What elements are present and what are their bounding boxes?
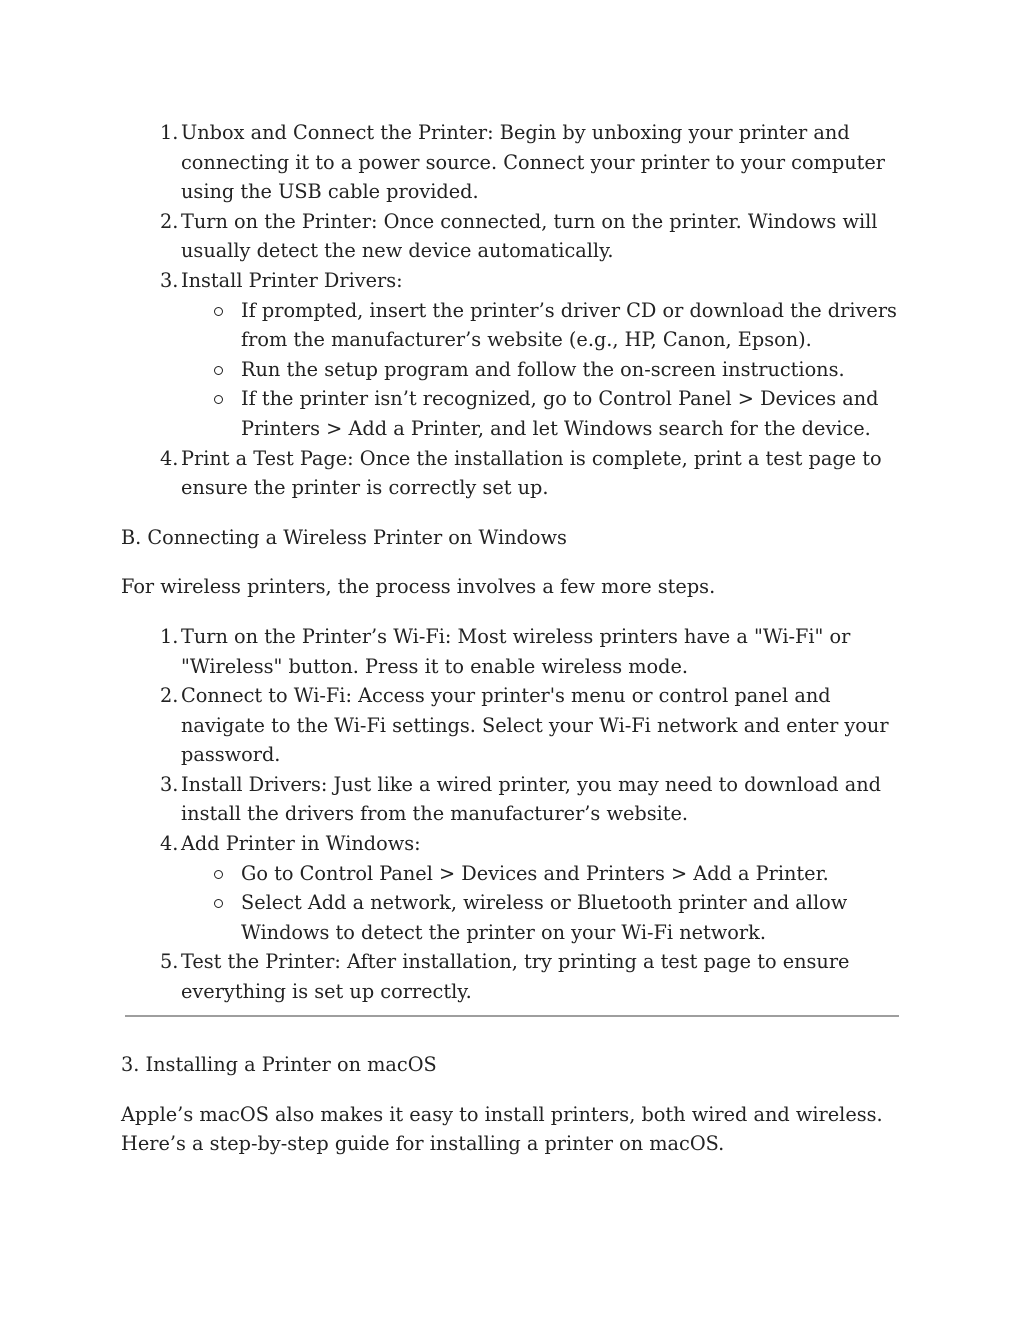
list-number: 1. bbox=[160, 121, 179, 144]
sub-list-item-text: If prompted, insert the printer’s driver CD or download the drivers from the manufacturer’s website (e.g., HP, Canon, Epson). bbox=[241, 298, 897, 352]
wireless-steps-list bbox=[121, 622, 911, 1007]
list-number: 5. bbox=[160, 950, 179, 974]
horizontal-divider bbox=[125, 1015, 899, 1017]
section-heading: 3. Installing a Printer on macOS bbox=[121, 1053, 437, 1076]
list-number: 4. bbox=[160, 832, 179, 856]
list-number: 1. bbox=[160, 624, 179, 648]
wired-steps-list bbox=[121, 118, 911, 503]
hollow-bullet-icon bbox=[121, 355, 241, 385]
list-item bbox=[121, 266, 911, 296]
list-number: 3. bbox=[160, 268, 179, 292]
sub-list-item-text: Run the setup program and follow the on-screen instructions. bbox=[241, 357, 845, 381]
list-number: 4. bbox=[160, 446, 179, 470]
list-item bbox=[121, 681, 911, 770]
sub-list-item-text: If the printer isn’t recognized, go to Control Panel > Devices and Printers > Add a Printer, and let Windows search for the device. bbox=[241, 387, 879, 440]
paragraph: Apple’s macOS also makes it easy to install printers, both wired and wireless. Here’s a step-by-step guide for installing a printer on macOS. bbox=[121, 1102, 883, 1156]
list-item-text: Add Printer in Windows: bbox=[181, 832, 421, 856]
sub-list-item-text: Select Add a network, wireless or Bluetooth printer and allow Windows to detect the printer on your Wi-Fi network. bbox=[241, 891, 848, 944]
driver-substeps-list bbox=[121, 296, 911, 444]
hollow-bullet-icon bbox=[121, 296, 241, 355]
list-item bbox=[121, 622, 911, 681]
list-item bbox=[121, 829, 911, 859]
list-number: 3. bbox=[160, 772, 179, 796]
sub-list-item bbox=[121, 384, 911, 443]
document-body-lower bbox=[121, 1050, 911, 1159]
list-item-text: Connect to Wi-Fi: Access your printer's menu or control panel and navigate to the Wi-Fi settings. Select your Wi-Fi network and enter your password. bbox=[181, 684, 889, 767]
sub-list-container bbox=[121, 296, 911, 444]
list-item-text: Print a Test Page: Once the installation is complete, print a test page to ensure the printer is correctly set up. bbox=[181, 446, 882, 500]
list-item-text: Install Drivers: Just like a wired printer, you may need to download and install the drivers from the manufacturer’s website. bbox=[181, 772, 881, 826]
add-printer-substeps-list bbox=[121, 859, 911, 948]
sub-list-item bbox=[121, 355, 911, 385]
list-item-text: Install Printer Drivers: bbox=[181, 268, 403, 292]
list-item bbox=[121, 947, 911, 1006]
list-item bbox=[121, 770, 911, 829]
sub-list-item bbox=[121, 888, 911, 947]
sub-list-container bbox=[121, 859, 911, 948]
list-item bbox=[121, 207, 911, 266]
list-item bbox=[121, 118, 911, 207]
hollow-bullet-icon bbox=[121, 859, 241, 889]
document-body bbox=[121, 118, 911, 1007]
list-item-text: Test the Printer: After installation, try printing a test page to ensure everything is set up correctly. bbox=[181, 950, 850, 1004]
hollow-bullet-icon bbox=[121, 888, 241, 947]
list-item-text: Turn on the Printer’s Wi-Fi: Most wireless printers have a "Wi-Fi" or "Wireless" button. Press it to enable wireless mode. bbox=[181, 624, 851, 678]
list-item bbox=[121, 444, 911, 503]
list-item-text: Unbox and Connect the Printer: Begin by unboxing your printer and connecting it to a power source. Connect your printer to your computer using the USB cable provided. bbox=[181, 121, 886, 204]
sub-list-item bbox=[121, 859, 911, 889]
sub-list-item bbox=[121, 296, 911, 355]
list-item-text: Turn on the Printer: Once connected, turn on the printer. Windows will usually detect the new device automatically. bbox=[181, 209, 878, 263]
list-number: 2. bbox=[160, 209, 179, 233]
hollow-bullet-icon bbox=[121, 384, 241, 443]
paragraph: For wireless printers, the process involves a few more steps. bbox=[121, 575, 716, 599]
section-heading: B. Connecting a Wireless Printer on Windows bbox=[121, 525, 567, 549]
list-number: 2. bbox=[160, 684, 179, 708]
sub-list-item-text: Go to Control Panel > Devices and Printers > Add a Printer. bbox=[241, 861, 829, 885]
